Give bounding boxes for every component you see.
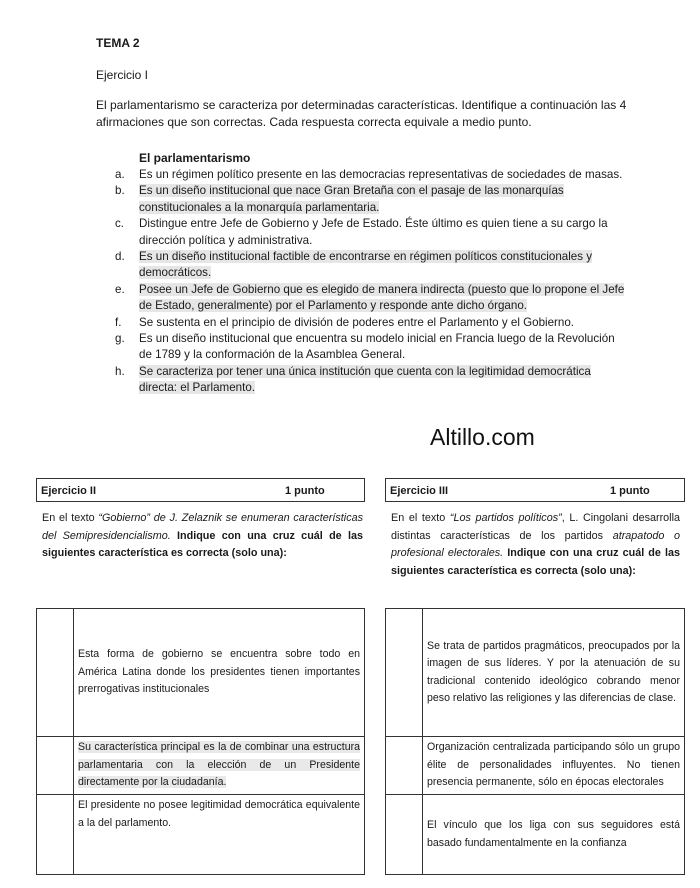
list-heading: El parlamentarismo	[139, 151, 251, 165]
list-item: d. Es un diseño institucional factible de encontrarse en régimen políticos constitucionales y democráticos.	[115, 250, 593, 280]
option-checkbox[interactable]	[386, 609, 423, 737]
option-checkbox[interactable]	[37, 737, 74, 795]
exercise-2-question: En el texto “Gobierno” de J. Zelaznik se enumeran características del Semipresidencialismo. Indique con una cruz cuál de las siguientes característica es correcta (solo una):	[42, 512, 363, 559]
exercise-3-header	[385, 478, 685, 502]
list-item: g. Es un diseño institucional que encuentra su modelo inicial en Francia luego de la Revolución de 1789 y la conformación de la Asamblea General.	[115, 332, 615, 362]
statement-list	[115, 150, 630, 397]
option-checkbox[interactable]	[37, 795, 74, 875]
exercise-3-title: Ejercicio III	[390, 485, 449, 497]
option-text: Se trata de partidos pragmáticos, preocupados por la imagen de sus líderes. Y por la atenuación de su tradicional contenido ideológico cobrando menor peso relativo las religiones y las diferencias de clase.	[423, 609, 685, 737]
exercise-2-options	[36, 608, 365, 875]
list-item: h. Se caracteriza por tener una única institución que cuenta con la legitimidad democrática directa: el Parlamento.	[115, 364, 591, 395]
exercise-3-options	[385, 608, 685, 875]
list-item: f. Se sustenta en el principio de división de poderes entre el Parlamento y el Gobierno.	[115, 315, 575, 329]
table-row	[386, 609, 685, 737]
option-text: El vínculo que los liga con sus seguidores está basado fundamentalmente en la confianza	[423, 795, 685, 875]
option-checkbox[interactable]	[37, 609, 74, 737]
table-row	[37, 737, 365, 795]
table-row	[37, 795, 365, 875]
option-text: El presidente no posee legitimidad democrática equivalente a la del parlamento.	[74, 795, 365, 875]
option-checkbox[interactable]	[386, 795, 423, 875]
option-text: Esta forma de gobierno se encuentra sobre todo en América Latina donde los presidentes tienen importantes prerrogativas institucionales	[74, 609, 365, 737]
option-checkbox[interactable]	[386, 737, 423, 795]
table-row	[386, 737, 685, 795]
exercise-2-points: 1 punto	[285, 485, 325, 497]
list-item: b. Es un diseño institucional que nace Gran Bretaña con el pasaje de las monarquías constitucionales a la monarquía parlamentaria.	[115, 184, 564, 214]
exercise-1-title: Ejercicio I	[96, 68, 149, 82]
tema-title: TEMA 2	[96, 36, 140, 50]
exercise-3-question: En el texto “Los partidos políticos”, L. Cingolani desarrolla distintas características de los partidos atrapatodo o profesional electorales. Indique con una cruz cuál de las siguientes característica es correcta (solo una):	[391, 512, 680, 577]
exercise-1-intro: El parlamentarismo se caracteriza por determinadas características. Identifique a continuación las 4 afirmaciones que son correctas. Cada respuesta correcta equivale a medio punto.	[96, 98, 627, 129]
exercise-2-title: Ejercicio II	[41, 485, 97, 497]
option-text: Su característica principal es la de combinar una estructura parlamentaria con la elección de un Presidente directamente por la ciudadanía.	[74, 737, 365, 795]
list-item: e. Posee un Jefe de Gobierno que es elegido de manera indirecta (puesto que lo propone el Jefe de Estado, generalmente) por el Parlamento y responde ante dicho órgano.	[115, 282, 625, 313]
table-row	[386, 795, 685, 875]
list-item: a. Es un régimen político presente en las democracias representativas de sociedades de masas.	[115, 168, 623, 181]
list-item: c. Distingue entre Jefe de Gobierno y Jefe de Estado. Éste último es quien tiene a su cargo la dirección política y administrativa.	[115, 217, 608, 247]
exercise-3-points: 1 punto	[610, 485, 650, 497]
option-text: Organización centralizada participando sólo un grupo élite de personalidades influyentes. No tienen presencia permanente, sólo en épocas electorales	[423, 737, 685, 795]
table-row	[37, 609, 365, 737]
exercise-2-header	[36, 478, 365, 502]
altillo-logo: Altillo.com	[430, 424, 535, 450]
